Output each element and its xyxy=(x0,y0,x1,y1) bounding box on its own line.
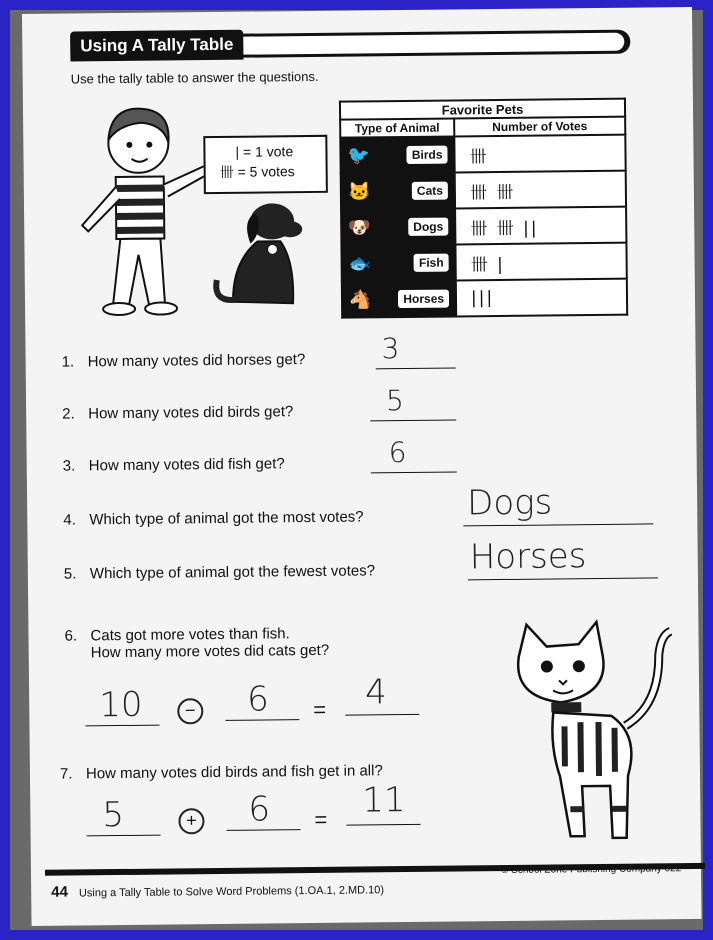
answer-5: Horses xyxy=(469,536,587,578)
equation-7-result: 11 xyxy=(362,780,406,821)
girl-illustration xyxy=(63,94,225,326)
page-number: 44 xyxy=(51,883,68,901)
equation-7-b: 6 xyxy=(248,789,271,830)
animal-label: Horses xyxy=(398,290,449,309)
equation-7-line-a[interactable] xyxy=(87,835,161,837)
instructions: Use the tally table to answer the questions. xyxy=(70,68,319,87)
footer-standards: Using a Tally Table to Solve Word Problems (1.OA.1, 2.MD.10) xyxy=(78,884,385,900)
animal-label: Fish xyxy=(414,254,449,272)
table-row xyxy=(341,207,626,246)
dog-illustration xyxy=(202,191,313,322)
bird-icon: 🐦 xyxy=(347,144,371,166)
question-3: 3. How many votes did fish get? xyxy=(62,455,285,475)
minus-sign: − xyxy=(177,698,203,724)
tally-marks: 卌 卌 || xyxy=(455,207,626,245)
answer-3: 6 xyxy=(388,435,407,470)
page-title: Using A Tally Table xyxy=(70,30,243,62)
dog-icon: 🐶 xyxy=(348,216,371,238)
table-row xyxy=(341,243,626,282)
answer-line-4[interactable] xyxy=(463,523,653,526)
tally-marks: 卌 卌 xyxy=(455,171,626,209)
equals-sign: = xyxy=(313,696,327,722)
table-row xyxy=(340,135,625,174)
question-2: 2. How many votes did birds get? xyxy=(62,403,294,423)
equation-6-a: 10 xyxy=(99,684,143,726)
answer-1: 3 xyxy=(381,332,400,366)
answer-line-1[interactable] xyxy=(376,367,456,369)
footer-left xyxy=(51,880,384,900)
tally-table-caption: Favorite Pets xyxy=(340,99,625,120)
animal-label: Cats xyxy=(412,182,448,200)
sign-one-vote: | = 1 vote xyxy=(235,143,294,160)
question-5: 5. Which type of animal got the fewest votes? xyxy=(63,562,376,583)
equation-6-line-b[interactable] xyxy=(225,719,299,721)
question-6: 6. Cats got more votes than fish. How many more votes did cats get? xyxy=(64,625,330,662)
equation-7-line-b[interactable] xyxy=(227,829,301,831)
answer-line-3[interactable] xyxy=(371,471,457,473)
question-1: 1. How many votes did horses get? xyxy=(61,351,306,371)
tally-table xyxy=(339,98,628,319)
tally-marks: 卌 xyxy=(454,135,625,173)
answer-line-2[interactable] xyxy=(370,419,456,421)
question-4: 4. Which type of animal got the most votes? xyxy=(63,508,364,529)
column-header-type: Type of Animal xyxy=(340,118,454,137)
answer-4: Dogs xyxy=(466,482,553,524)
table-row xyxy=(342,279,627,318)
question-7: 7. How many votes did birds and fish get in all? xyxy=(59,762,383,783)
tally-marks: ||| xyxy=(456,279,627,317)
cat-illustration xyxy=(498,615,681,857)
tally-marks: 卌 | xyxy=(455,243,626,281)
animal-label: Birds xyxy=(407,146,448,164)
answer-line-5[interactable] xyxy=(468,577,658,580)
animal-label: Dogs xyxy=(408,218,448,236)
equation-7-line-result[interactable] xyxy=(347,824,421,826)
tally-key-sign xyxy=(203,135,328,194)
column-header-votes: Number of Votes xyxy=(454,117,625,137)
fish-icon: 🐟 xyxy=(348,252,372,274)
equation-6-line-a[interactable] xyxy=(85,725,159,727)
equation-6-b: 6 xyxy=(246,679,270,720)
footer-copyright: © School Zone Publishing Company 022 xyxy=(500,863,682,877)
horse-icon: 🐴 xyxy=(348,288,372,310)
sign-five-votes: 卌 = 5 votes xyxy=(219,163,295,180)
table-row xyxy=(341,171,626,210)
equation-6-line-result[interactable] xyxy=(345,714,419,716)
equation-7-a: 5 xyxy=(102,794,125,836)
equation-6-result: 4 xyxy=(364,672,387,713)
equals-sign: = xyxy=(314,806,328,832)
answer-2: 5 xyxy=(385,384,405,418)
cat-icon: 🐱 xyxy=(347,180,371,202)
plus-sign: + xyxy=(178,808,204,834)
worksheet xyxy=(22,7,702,926)
